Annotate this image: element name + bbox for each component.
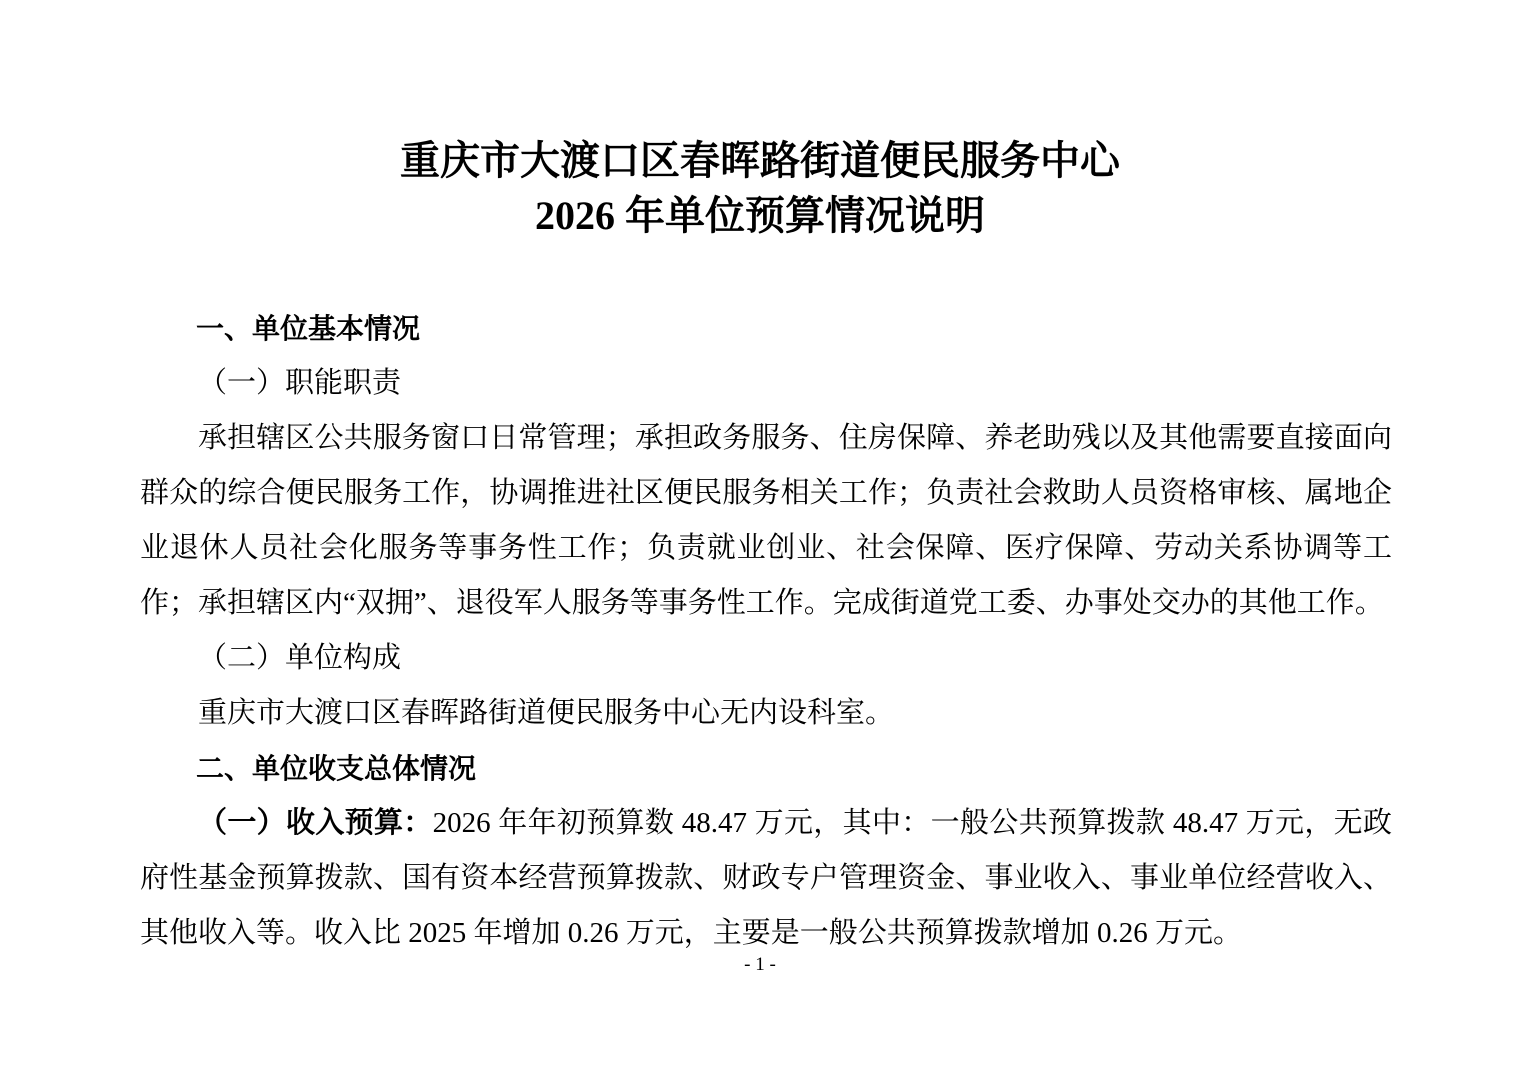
section-heading-basic-info: 一、单位基本情况 xyxy=(196,313,421,344)
paragraph-functions: 承担辖区公共服务窗口日常管理；承担政务服务、住房保障、养老助残以及其他需要直接面向群众的综合便民服务工作，协调推进社区便民服务相关工作；负责社会救助人员资格审核、属地企业退休人员社会化服务等事务性工作；负责就业创业、社会保障、医疗保障、劳动关系协调等工作；承担辖区内“双拥”、退役军人服务等事务性工作。完成街道党工委、办事处交办的其他工作。 xyxy=(140,422,1392,619)
document-body xyxy=(140,301,1392,961)
page-number: - 1 - xyxy=(744,954,776,975)
title-line-2: 2026 年单位预算情况说明 xyxy=(535,193,985,238)
revenue-budget-label: （一）收入预算： xyxy=(198,807,433,839)
paragraph-composition: 重庆市大渡口区春晖路街道便民服务中心无内设科室。 xyxy=(198,697,895,729)
paragraph-revenue-budget xyxy=(140,796,1392,961)
title-line-1: 重庆市大渡口区春晖路街道便民服务中心 xyxy=(400,138,1120,183)
section-heading-revenue-expenditure: 二、单位收支总体情况 xyxy=(196,753,477,784)
subsection-heading-functions: （一）职能职责 xyxy=(198,367,402,399)
revenue-budget-text: 2026 年年初预算数 48.47 万元，其中：一般公共预算拨款 48.47 万元，无政府性基金预算拨款、国有资本经营预算拨款、财政专户管理资金、事业收入、事业单位经营收入、其他收入等。收入比 2025 年增加 0.26 万元，主要是一般公共预算拨款增加 0.26 万元。 xyxy=(140,807,1392,949)
document-title xyxy=(0,133,1520,243)
subsection-heading-composition: （二）单位构成 xyxy=(198,642,402,674)
